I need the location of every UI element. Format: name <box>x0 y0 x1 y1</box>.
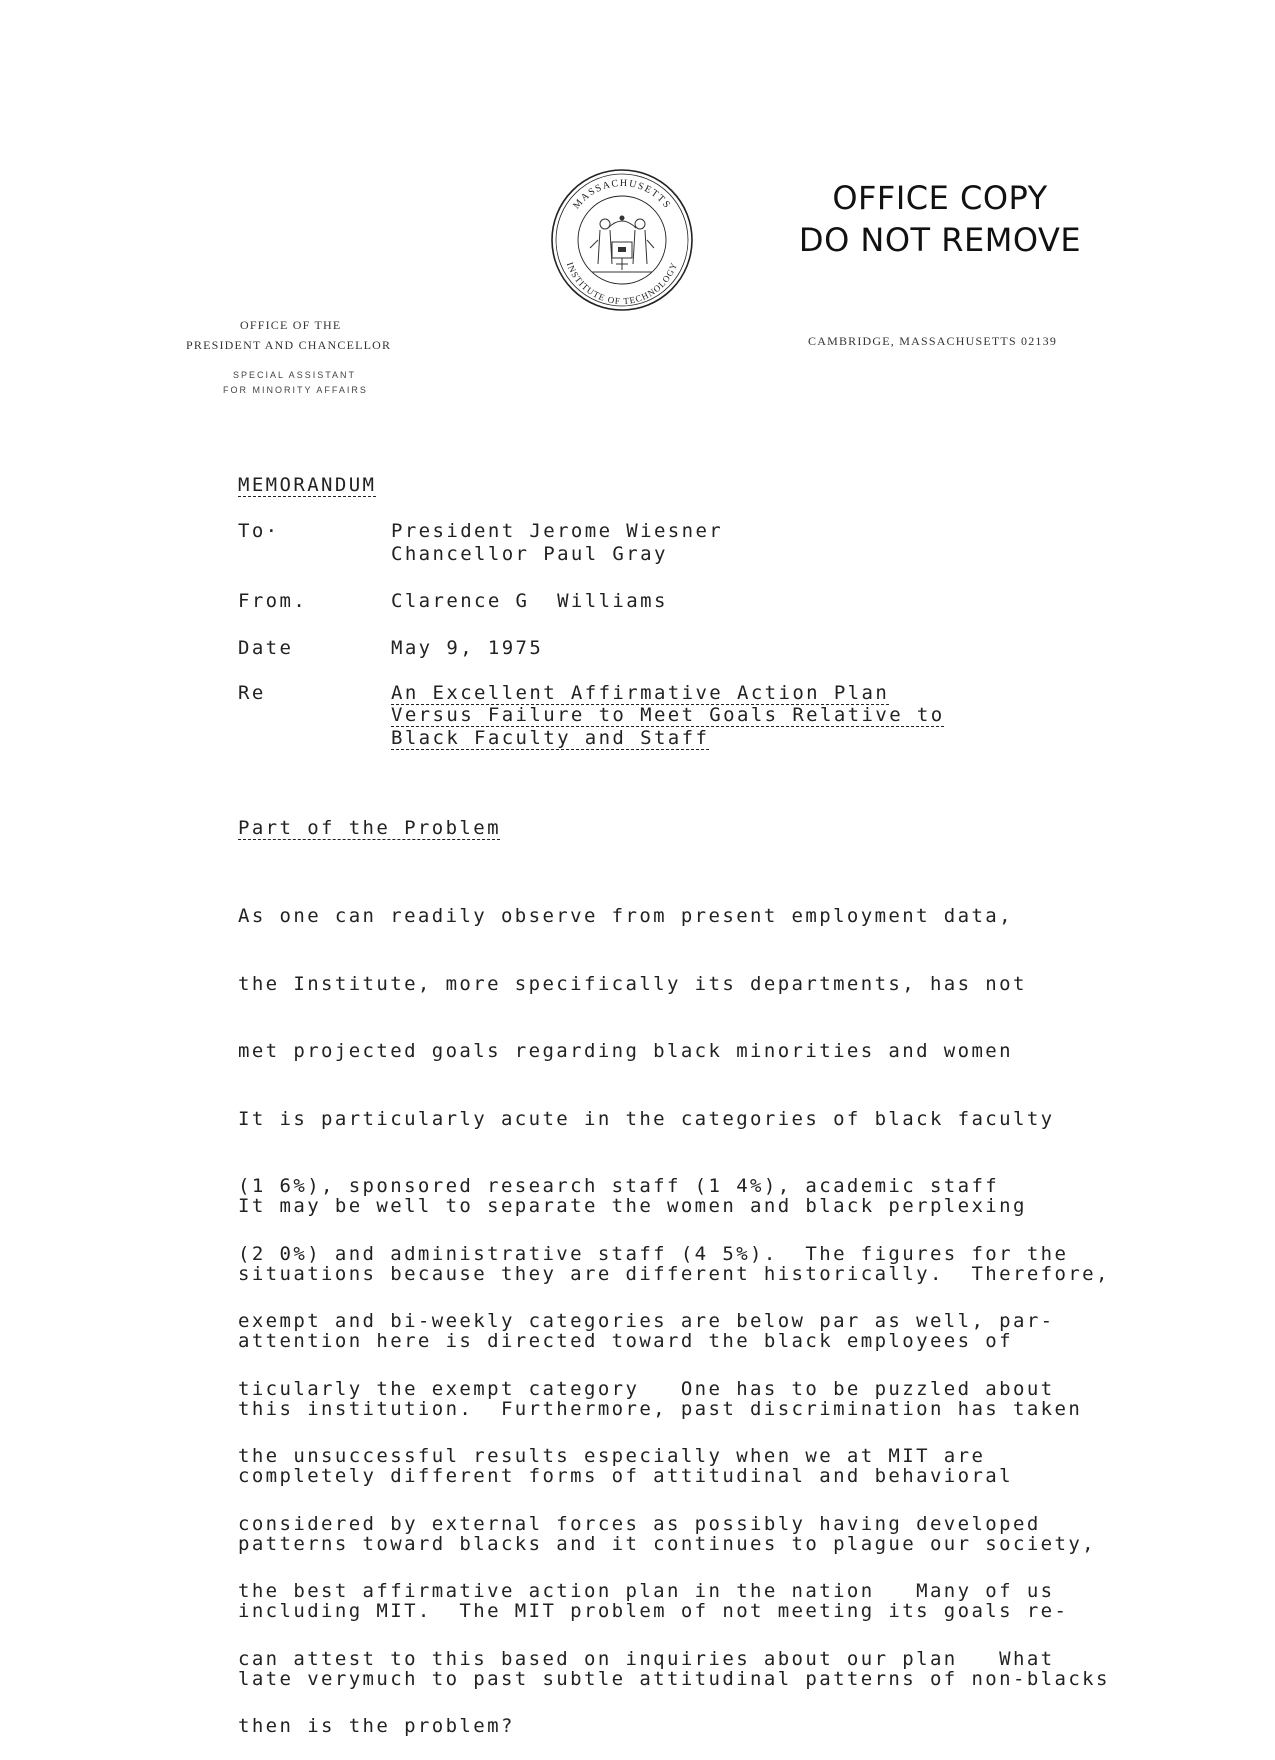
text-line: situations because they are different historically. Therefore, <box>238 1262 1110 1285</box>
text-line: As one can readily observe from present employment data, <box>238 905 1013 927</box>
text-line: It is particularly acute in the categories of black faculty <box>238 1107 1055 1130</box>
letterhead-office-title: PRESIDENT AND CHANCELLOR <box>186 338 392 352</box>
seal-top-text: MASSACHUSETTS <box>571 177 673 212</box>
body-paragraph <box>238 1150 1110 1713</box>
text-line: late verymuch to past subtle attitudinal patterns of non-blacks <box>238 1667 1110 1690</box>
re-label: Re <box>238 682 266 704</box>
text-line: exempt and bi-weekly categories are below par as well, par- <box>238 1310 1055 1332</box>
office-copy-stamp: OFFICE COPY <box>832 179 1048 217</box>
text-line: ticularly the exempt category One has to be puzzled about <box>238 1377 1055 1400</box>
text-line: completely different forms of attitudinal and behavioral <box>238 1465 1013 1487</box>
to-recipient: President Jerome Wiesner <box>391 520 724 542</box>
mit-seal <box>550 168 695 313</box>
text-line: the Institute, more specifically its departments, has not <box>238 972 1027 995</box>
text-line: (2 0%) and administrative staff (4 5%). The figures for the <box>238 1242 1069 1265</box>
seal-bottom-text: INSTITUTE OF TECHNOLOGY <box>564 260 680 307</box>
svg-text:MASSACHUSETTS <box>571 178 673 211</box>
re-subject-line: An Excellent Affirmative Action Plan <box>391 682 890 704</box>
text-line: then is the problem? <box>238 1715 515 1737</box>
text-line: (1 6%), sponsored research staff (1 4%), academic staff <box>238 1175 1000 1197</box>
text-line: the best affirmative action plan in the nation Many of us <box>238 1580 1055 1602</box>
text-line: can attest to this based on inquiries about our plan What <box>238 1647 1055 1670</box>
text-line: met projected goals regarding black minorities and women <box>238 1040 1013 1062</box>
letterhead-assistant-line: SPECIAL ASSISTANT <box>233 370 357 380</box>
text-line: attention here is directed toward the black employees of <box>238 1330 1013 1352</box>
text-line: patterns toward blacks and it continues to plague our society, <box>238 1532 1097 1555</box>
letterhead-office-line: OFFICE OF THE <box>240 318 342 332</box>
do-not-remove-stamp: DO NOT REMOVE <box>798 221 1082 259</box>
date-value: May 9, 1975 <box>391 637 544 659</box>
letterhead-address: CAMBRIDGE, MASSACHUSETTS 02139 <box>808 334 1058 348</box>
letterhead-assistant-title: FOR MINORITY AFFAIRS <box>223 385 368 395</box>
date-label: Date <box>238 637 294 659</box>
from-value: Clarence G Williams <box>391 590 668 612</box>
text-line: this institution. Furthermore, past discrimination has taken <box>238 1397 1083 1420</box>
text-line: including MIT. The MIT problem of not meeting its goals re- <box>238 1600 1069 1622</box>
to-recipient: Chancellor Paul Gray <box>391 543 668 565</box>
text-line: considered by external forces as possibly having developed <box>238 1512 1041 1535</box>
re-subject-line: Black Faculty and Staff <box>391 727 710 749</box>
section-heading: Part of the Problem <box>238 817 501 839</box>
text-line: It may be well to separate the women and black perplexing <box>238 1195 1027 1217</box>
memo-heading: MEMORANDUM <box>238 474 377 496</box>
to-label: To· <box>238 520 280 542</box>
re-subject-line: Versus Failure to Meet Goals Relative to <box>391 704 945 726</box>
from-label: From. <box>238 590 308 612</box>
text-line: the unsuccessful results especially when we at MIT are <box>238 1445 986 1467</box>
